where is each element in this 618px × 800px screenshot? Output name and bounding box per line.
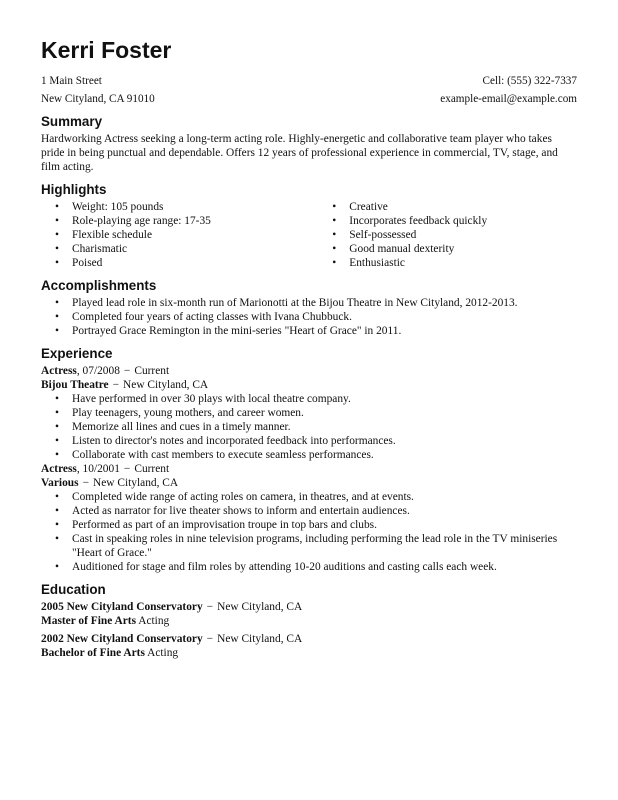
degree-line [41,614,577,628]
job-title-line [41,364,577,378]
list-item: • Good manual dexterity [349,242,577,256]
list-item: • Portrayed Grace Remington in the mini-series "Heart of Grace" in 2011. [72,324,577,338]
degree-field: Acting [138,615,170,627]
highlights-heading: Highlights [41,182,107,197]
school-name: 2002 New Cityland Conservatory [41,633,203,645]
list-item: • Enthusiastic [349,256,577,270]
education-heading: Education [41,582,106,597]
list-item: • Play teenagers, young mothers, and career women. [72,406,577,420]
list-item: • Charismatic [72,242,304,256]
list-item: • Have performed in over 30 plays with local theatre company. [72,392,577,406]
job-end-date: Current [134,463,170,475]
job-title-line [41,462,577,476]
degree-field: Acting [147,647,179,659]
education-entry [41,600,577,628]
employer-location: New Cityland, CA [93,477,179,489]
school-line [41,632,577,646]
list-item: • Performed as part of an improvisation troupe in top bars and clubs. [72,518,577,532]
location-separator: − [206,633,214,645]
job-entry [41,364,577,462]
job-role: Actress [41,365,77,377]
list-item: • Cast in speaking roles in nine television programs, including performing the lead role in the TV miniseries "Heart of Grace." [72,532,577,560]
accomplishments-heading: Accomplishments [41,278,157,293]
phone-number: Cell: (555) 322-7337 [482,75,577,87]
highlights-right-list [304,200,577,270]
accomplishments-list [41,296,577,338]
job-start-date: , 07/2008 [76,365,120,377]
list-item: • Acted as narrator for live theater shows to inform and entertain audiences. [72,504,577,518]
highlights-columns [41,200,577,270]
experience-heading: Experience [41,346,113,361]
employer-name: Bijou Theatre [41,379,109,391]
employer-name: Various [41,477,79,489]
degree-name: Bachelor of Fine Arts [41,647,145,659]
job-end-date: Current [134,365,170,377]
list-item: • Played lead role in six-month run of Marionotti at the Bijou Theatre in New Cityland, 2012-2013. [72,296,577,310]
phone-email-block [440,72,577,108]
school-line [41,600,577,614]
job-start-date: , 10/2001 [76,463,120,475]
employer-line [41,378,577,392]
school-name: 2005 New Cityland Conservatory [41,601,203,613]
education-entry [41,632,577,660]
list-item: • Completed four years of acting classes with Ivana Chubbuck. [72,310,577,324]
job-duties-list [41,392,577,462]
contact-block [41,72,577,108]
location-separator: − [206,601,214,613]
school-location: New Cityland, CA [217,633,303,645]
list-item: • Completed wide range of acting roles on camera, in theatres, and at events. [72,490,577,504]
list-item: • Memorize all lines and cues in a timely manner. [72,420,577,434]
address-block [41,72,155,108]
list-item: • Weight: 105 pounds [72,200,304,214]
employer-line [41,476,577,490]
location-separator: − [112,379,120,391]
highlights-left-list [41,200,304,270]
list-item: • Collaborate with cast members to execute seamless performances. [72,448,577,462]
school-location: New Cityland, CA [217,601,303,613]
list-item: • Flexible schedule [72,228,304,242]
list-item: • Self-possessed [349,228,577,242]
address-line-1: 1 Main Street [41,75,102,87]
list-item: • Incorporates feedback quickly [349,214,577,228]
list-item: • Listen to director's notes and incorporated feedback into performances. [72,434,577,448]
date-separator: − [123,463,131,475]
date-separator: − [123,365,131,377]
summary-heading: Summary [41,114,103,129]
email-address: example-email@example.com [440,93,577,105]
list-item: • Poised [72,256,304,270]
location-separator: − [82,477,89,489]
job-role: Actress [41,463,77,475]
job-duties-list [41,490,577,574]
degree-name: Master of Fine Arts [41,615,137,627]
list-item: • Auditioned for stage and film roles by attending 10-20 auditions and casting calls each week. [72,560,577,574]
address-line-2: New Cityland, CA 91010 [41,93,155,105]
list-item: • Creative [349,200,577,214]
employer-location: New Cityland, CA [123,379,209,391]
degree-line [41,646,577,660]
job-entry [41,462,577,574]
candidate-name: Kerri Foster [41,37,172,63]
summary-text: Hardworking Actress seeking a long-term acting role. Highly-energetic and collaborative team player who takes pride in being punctual and dependable. Offers 12 years of professional experience in commercial, TV, stage, and film acting. [41,133,558,173]
list-item: • Role-playing age range: 17-35 [72,214,304,228]
